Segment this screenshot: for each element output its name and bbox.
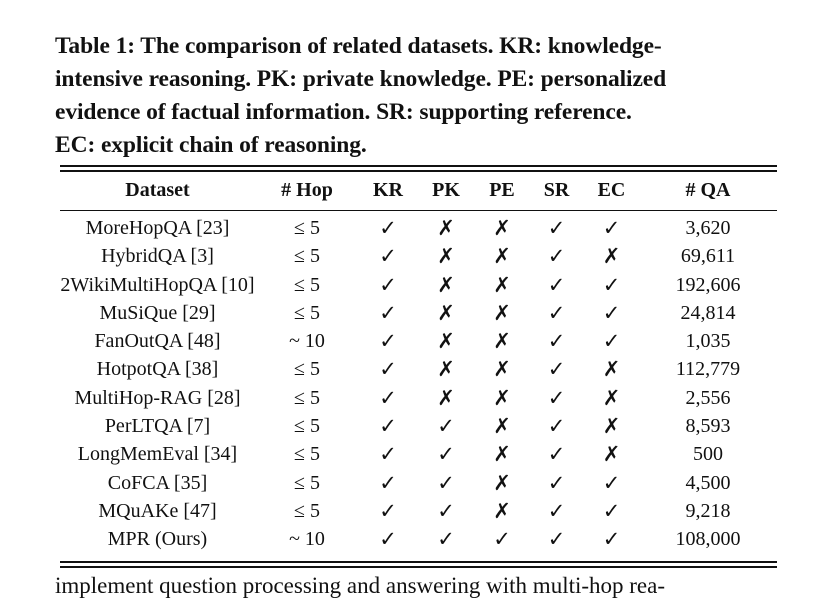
cell-kr: ✓	[379, 300, 397, 325]
cell-hop: ≤ 5	[294, 415, 320, 438]
cell-hop: ~ 10	[289, 330, 325, 353]
cell-ec: ✓	[602, 527, 621, 552]
cell-pe: ✗	[493, 385, 511, 410]
cell-kr: ✓	[379, 272, 397, 297]
cell-sr: ✓	[547, 442, 566, 467]
body-text-partial: implement question processing and answering with multi-hop rea-	[55, 573, 666, 598]
table-row	[60, 327, 777, 355]
cell-hop: ≤ 5	[294, 358, 320, 381]
cell-hop: ≤ 5	[294, 443, 320, 466]
cell-sr: ✓	[547, 300, 566, 325]
cell-sr: ✓	[547, 498, 566, 523]
cell-sr: ✓	[547, 357, 566, 382]
cell-pe: ✗	[493, 216, 511, 240]
table-row	[60, 299, 777, 327]
caption-line: intensive reasoning. PK: private knowledge. PE: personalized	[55, 66, 667, 92]
cell-pk: ✗	[437, 385, 455, 410]
cell-dataset: HotpotQA [38]	[96, 358, 219, 381]
table-row	[60, 271, 777, 299]
cell-pk: ✓	[437, 470, 455, 495]
cell-kr: ✓	[379, 470, 397, 495]
cell-ec: ✗	[602, 414, 621, 439]
cell-pe: ✗	[493, 244, 511, 269]
cell-sr: ✓	[547, 329, 566, 354]
cell-sr: ✓	[547, 470, 566, 495]
table-caption	[55, 30, 785, 162]
cell-kr: ✓	[379, 385, 397, 410]
header-ec: EC	[597, 179, 626, 201]
header-hop: # Hop	[281, 179, 333, 201]
cell-kr: ✓	[379, 498, 397, 523]
cell-ec: ✗	[602, 244, 621, 269]
bottom-rule-inner	[60, 566, 777, 568]
cell-kr: ✓	[379, 442, 397, 467]
cell-ec: ✓	[602, 498, 621, 523]
cell-pe: ✗	[493, 272, 511, 297]
cell-hop: ≤ 5	[294, 245, 320, 268]
cell-dataset: PerLTQA [7]	[104, 415, 211, 438]
cell-pe: ✗	[493, 329, 511, 354]
cell-ec: ✓	[602, 329, 621, 354]
cell-pk: ✗	[437, 216, 455, 240]
cell-sr: ✓	[547, 272, 566, 297]
header-pe: PE	[489, 179, 515, 201]
cell-pk: ✓	[437, 414, 455, 439]
cell-dataset: MuSiQue [29]	[99, 301, 216, 324]
top-rule	[60, 165, 777, 167]
cell-ec: ✓	[602, 272, 621, 297]
caption-line: evidence of factual information. SR: supporting reference.	[55, 99, 632, 125]
cell-qa: 1,035	[685, 330, 731, 353]
cell-ec: ✓	[602, 216, 621, 240]
cell-pe: ✗	[493, 498, 511, 523]
cell-qa: 192,606	[675, 273, 741, 296]
cell-pe: ✓	[493, 527, 511, 552]
cell-dataset: FanOutQA [48]	[94, 330, 221, 353]
cell-dataset: 2WikiMultiHopQA [10]	[60, 273, 255, 296]
cell-qa: 500	[693, 443, 723, 466]
header-sr: SR	[543, 179, 570, 201]
cell-kr: ✓	[379, 244, 397, 269]
bottom-rule	[60, 561, 777, 563]
cell-hop: ≤ 5	[294, 471, 320, 494]
cell-qa: 24,814	[680, 301, 736, 324]
cell-pe: ✗	[493, 357, 511, 382]
header-kr: KR	[373, 179, 403, 201]
top-rule-inner	[60, 170, 777, 172]
cell-hop: ≤ 5	[294, 217, 320, 239]
cell-kr: ✓	[379, 329, 397, 354]
cell-kr: ✓	[379, 527, 397, 552]
cell-qa: 108,000	[675, 528, 741, 551]
cell-ec: ✓	[602, 470, 621, 495]
caption-line: EC: explicit chain of reasoning.	[55, 132, 367, 158]
cell-sr: ✓	[547, 414, 566, 439]
cell-hop: ≤ 5	[294, 301, 320, 324]
cell-qa: 69,611	[680, 245, 736, 268]
table-header	[60, 174, 777, 206]
table-row	[60, 497, 777, 525]
cell-qa: 112,779	[675, 358, 741, 381]
cell-kr: ✓	[379, 357, 397, 382]
cell-ec: ✗	[602, 442, 621, 467]
cell-hop: ≤ 5	[294, 273, 320, 296]
cell-dataset: HybridQA [3]	[101, 245, 214, 268]
table-row	[60, 440, 777, 468]
cell-pk: ✓	[437, 442, 455, 467]
cell-qa: 4,500	[685, 471, 731, 494]
table-row	[60, 214, 777, 242]
cell-ec: ✗	[602, 357, 621, 382]
cell-pk: ✗	[437, 300, 455, 325]
cell-sr: ✓	[547, 216, 566, 240]
cell-dataset: MoreHopQA [23]	[85, 217, 230, 239]
cell-kr: ✓	[379, 414, 397, 439]
cell-pe: ✗	[493, 300, 511, 325]
cell-dataset: MultiHop-RAG [28]	[74, 386, 241, 409]
cell-pe: ✗	[493, 442, 511, 467]
cell-qa: 3,620	[685, 217, 731, 239]
cell-qa: 8,593	[685, 415, 731, 438]
table-body	[60, 214, 777, 554]
table-row	[60, 412, 777, 440]
cell-dataset: MPR (Ours)	[107, 528, 208, 551]
cell-pk: ✗	[437, 357, 455, 382]
cell-ec: ✓	[602, 300, 621, 325]
cell-hop: ~ 10	[289, 528, 325, 551]
cell-pe: ✗	[493, 414, 511, 439]
header-row	[60, 174, 777, 206]
table-row	[60, 525, 777, 553]
header-dataset: Dataset	[125, 179, 190, 201]
cell-ec: ✗	[602, 385, 621, 410]
cell-qa: 2,556	[685, 386, 731, 409]
cell-pe: ✗	[493, 470, 511, 495]
cell-sr: ✓	[547, 385, 566, 410]
cell-dataset: CoFCA [35]	[107, 471, 208, 494]
caption-line: Table 1: The comparison of related datasets. KR: knowledge-	[55, 33, 662, 59]
cell-pk: ✓	[437, 498, 455, 523]
table-row	[60, 242, 777, 270]
cell-sr: ✓	[547, 527, 566, 552]
cell-sr: ✓	[547, 244, 566, 269]
cell-kr: ✓	[379, 216, 397, 240]
table-row	[60, 469, 777, 497]
cell-pk: ✗	[437, 272, 455, 297]
cell-hop: ≤ 5	[294, 386, 320, 409]
table-row	[60, 384, 777, 412]
cell-hop: ≤ 5	[294, 499, 320, 522]
cell-pk: ✗	[437, 244, 455, 269]
cell-qa: 9,218	[685, 499, 731, 522]
header-rule	[60, 210, 777, 211]
header-qa: # QA	[685, 179, 731, 201]
cell-pk: ✗	[437, 329, 455, 354]
header-pk: PK	[432, 179, 460, 201]
cell-dataset: MQuAKe [47]	[98, 499, 217, 522]
table-row	[60, 355, 777, 383]
cell-pk: ✓	[437, 527, 455, 552]
cell-dataset: LongMemEval [34]	[77, 443, 238, 466]
